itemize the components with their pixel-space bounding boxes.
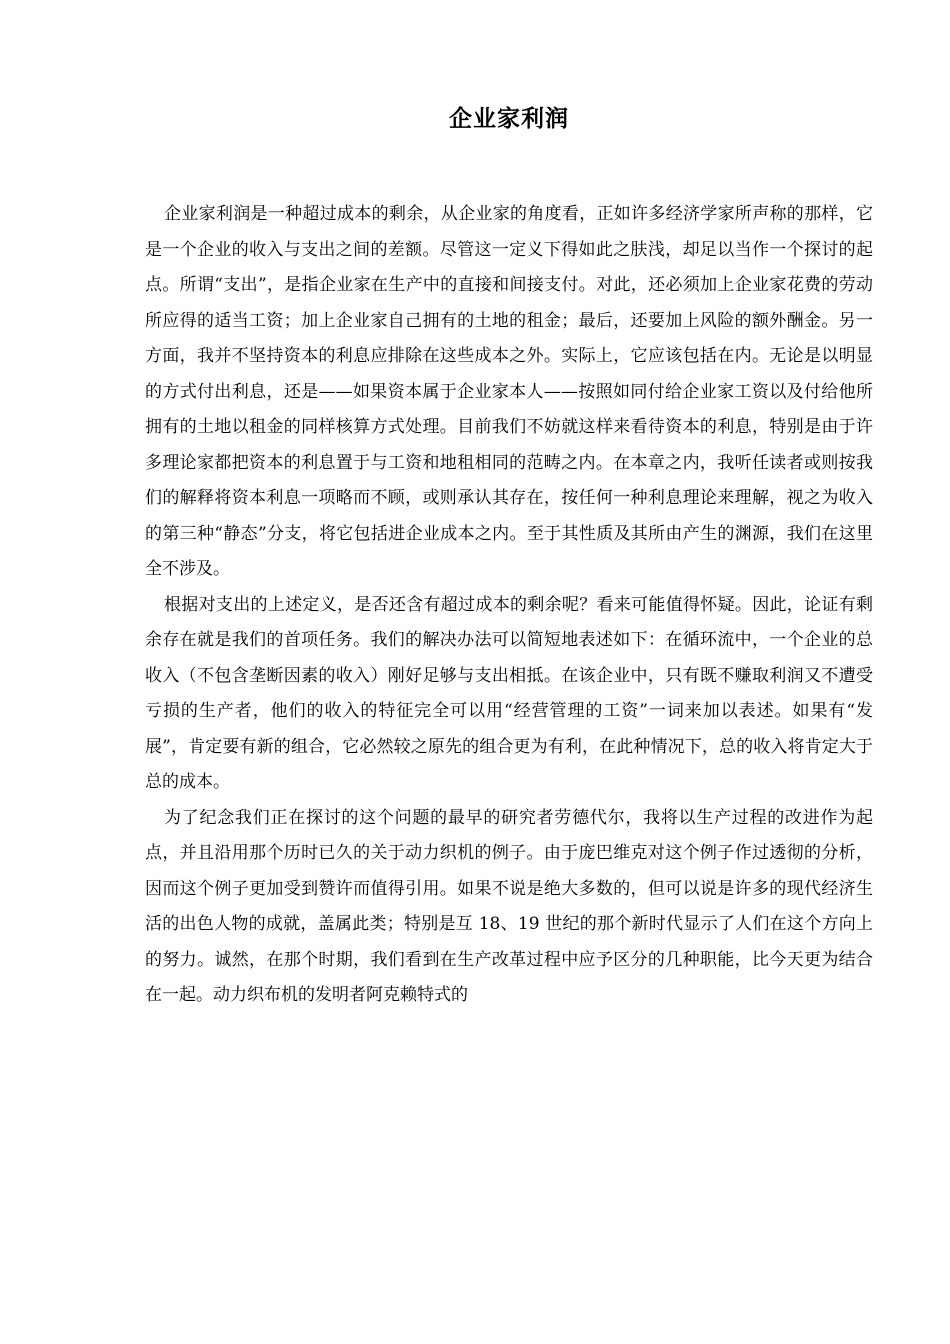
paragraph-3: 为了纪念我们正在探讨的这个问题的最早的研究者劳德代尔，我将以生产过程的改进作为起点，并且沿用那个历时已久的关于动力织机的例子。由于庞巴维克对这个例子作过透彻的分析，因而这个例子更加受到赞许而值得引用。如果不说是绝大多数的，但可以说是许多的现代经济生活的出色人物的成就，盖属此类；特别是互 18、19 世纪的那个新时代显示了人们在这个方向上的努力。诚然，在那个时期，我们看到在生产改革过程中应予区分的几种职能，比今天更为结合在一起。动力织布机的发明者阿克赖特式的 <box>145 807 873 1005</box>
paragraph-2: 根据对支出的上述定义，是否还含有超过成本的剩余呢？看来可能值得怀疑。因此，论证有剩余存在就是我们的首项任务。我们的解决办法可以简短地表述如下：在循环流中，一个企业的总收入（不包含垄断因素的收入）刚好足够与支出相抵。在该企业中，只有既不赚取利润又不遭受亏损的生产者，他们的收入的特征完全可以用“经营管理的工资”一词来加以表述。如果有“发展”，肯定要有新的组合，它必然较之原先的组合更为有利，在此种情况下，总的收入将肯定大于总的成本。 <box>145 594 873 792</box>
paragraph-1: 企业家利润是一种超过成本的剩余，从企业家的角度看，正如许多经济学家所声称的那样，它是一个企业的收入与支出之间的差额。尽管这一定义下得如此之肤浅，却足以当作一个探讨的起点。所谓“支出”，是指企业家在生产中的直接和间接支付。对此，还必须加上企业家花费的劳动所应得的适当工资；加上企业家自己拥有的土地的租金；最后，还要加上风险的额外酬金。另一方面，我并不坚持资本的利息应排除在这些成本之外。实际上，它应该包括在内。无论是以明显的方式付出利息，还是——如果资本属于企业家本人——按照如同付给企业家工资以及付给他所拥有的土地以租金的同样核算方式处理。目前我们不妨就这样来看待资本的利息，特别是由于许多理论家都把资本的利息置于与工资和地租相同的范畴之内。在本章之内，我听任读者或则按我们的解释将资本利息一项略而不顾，或则承认其存在，按任何一种利息理论来理解，视之为收入的第三种“静态”分支，将它包括进企业成本之内。至于其性质及其所由产生的渊源，我们在这里全不涉及。 <box>145 204 873 579</box>
document-body <box>145 197 873 1014</box>
document-title: 企业家利润 <box>449 105 569 132</box>
